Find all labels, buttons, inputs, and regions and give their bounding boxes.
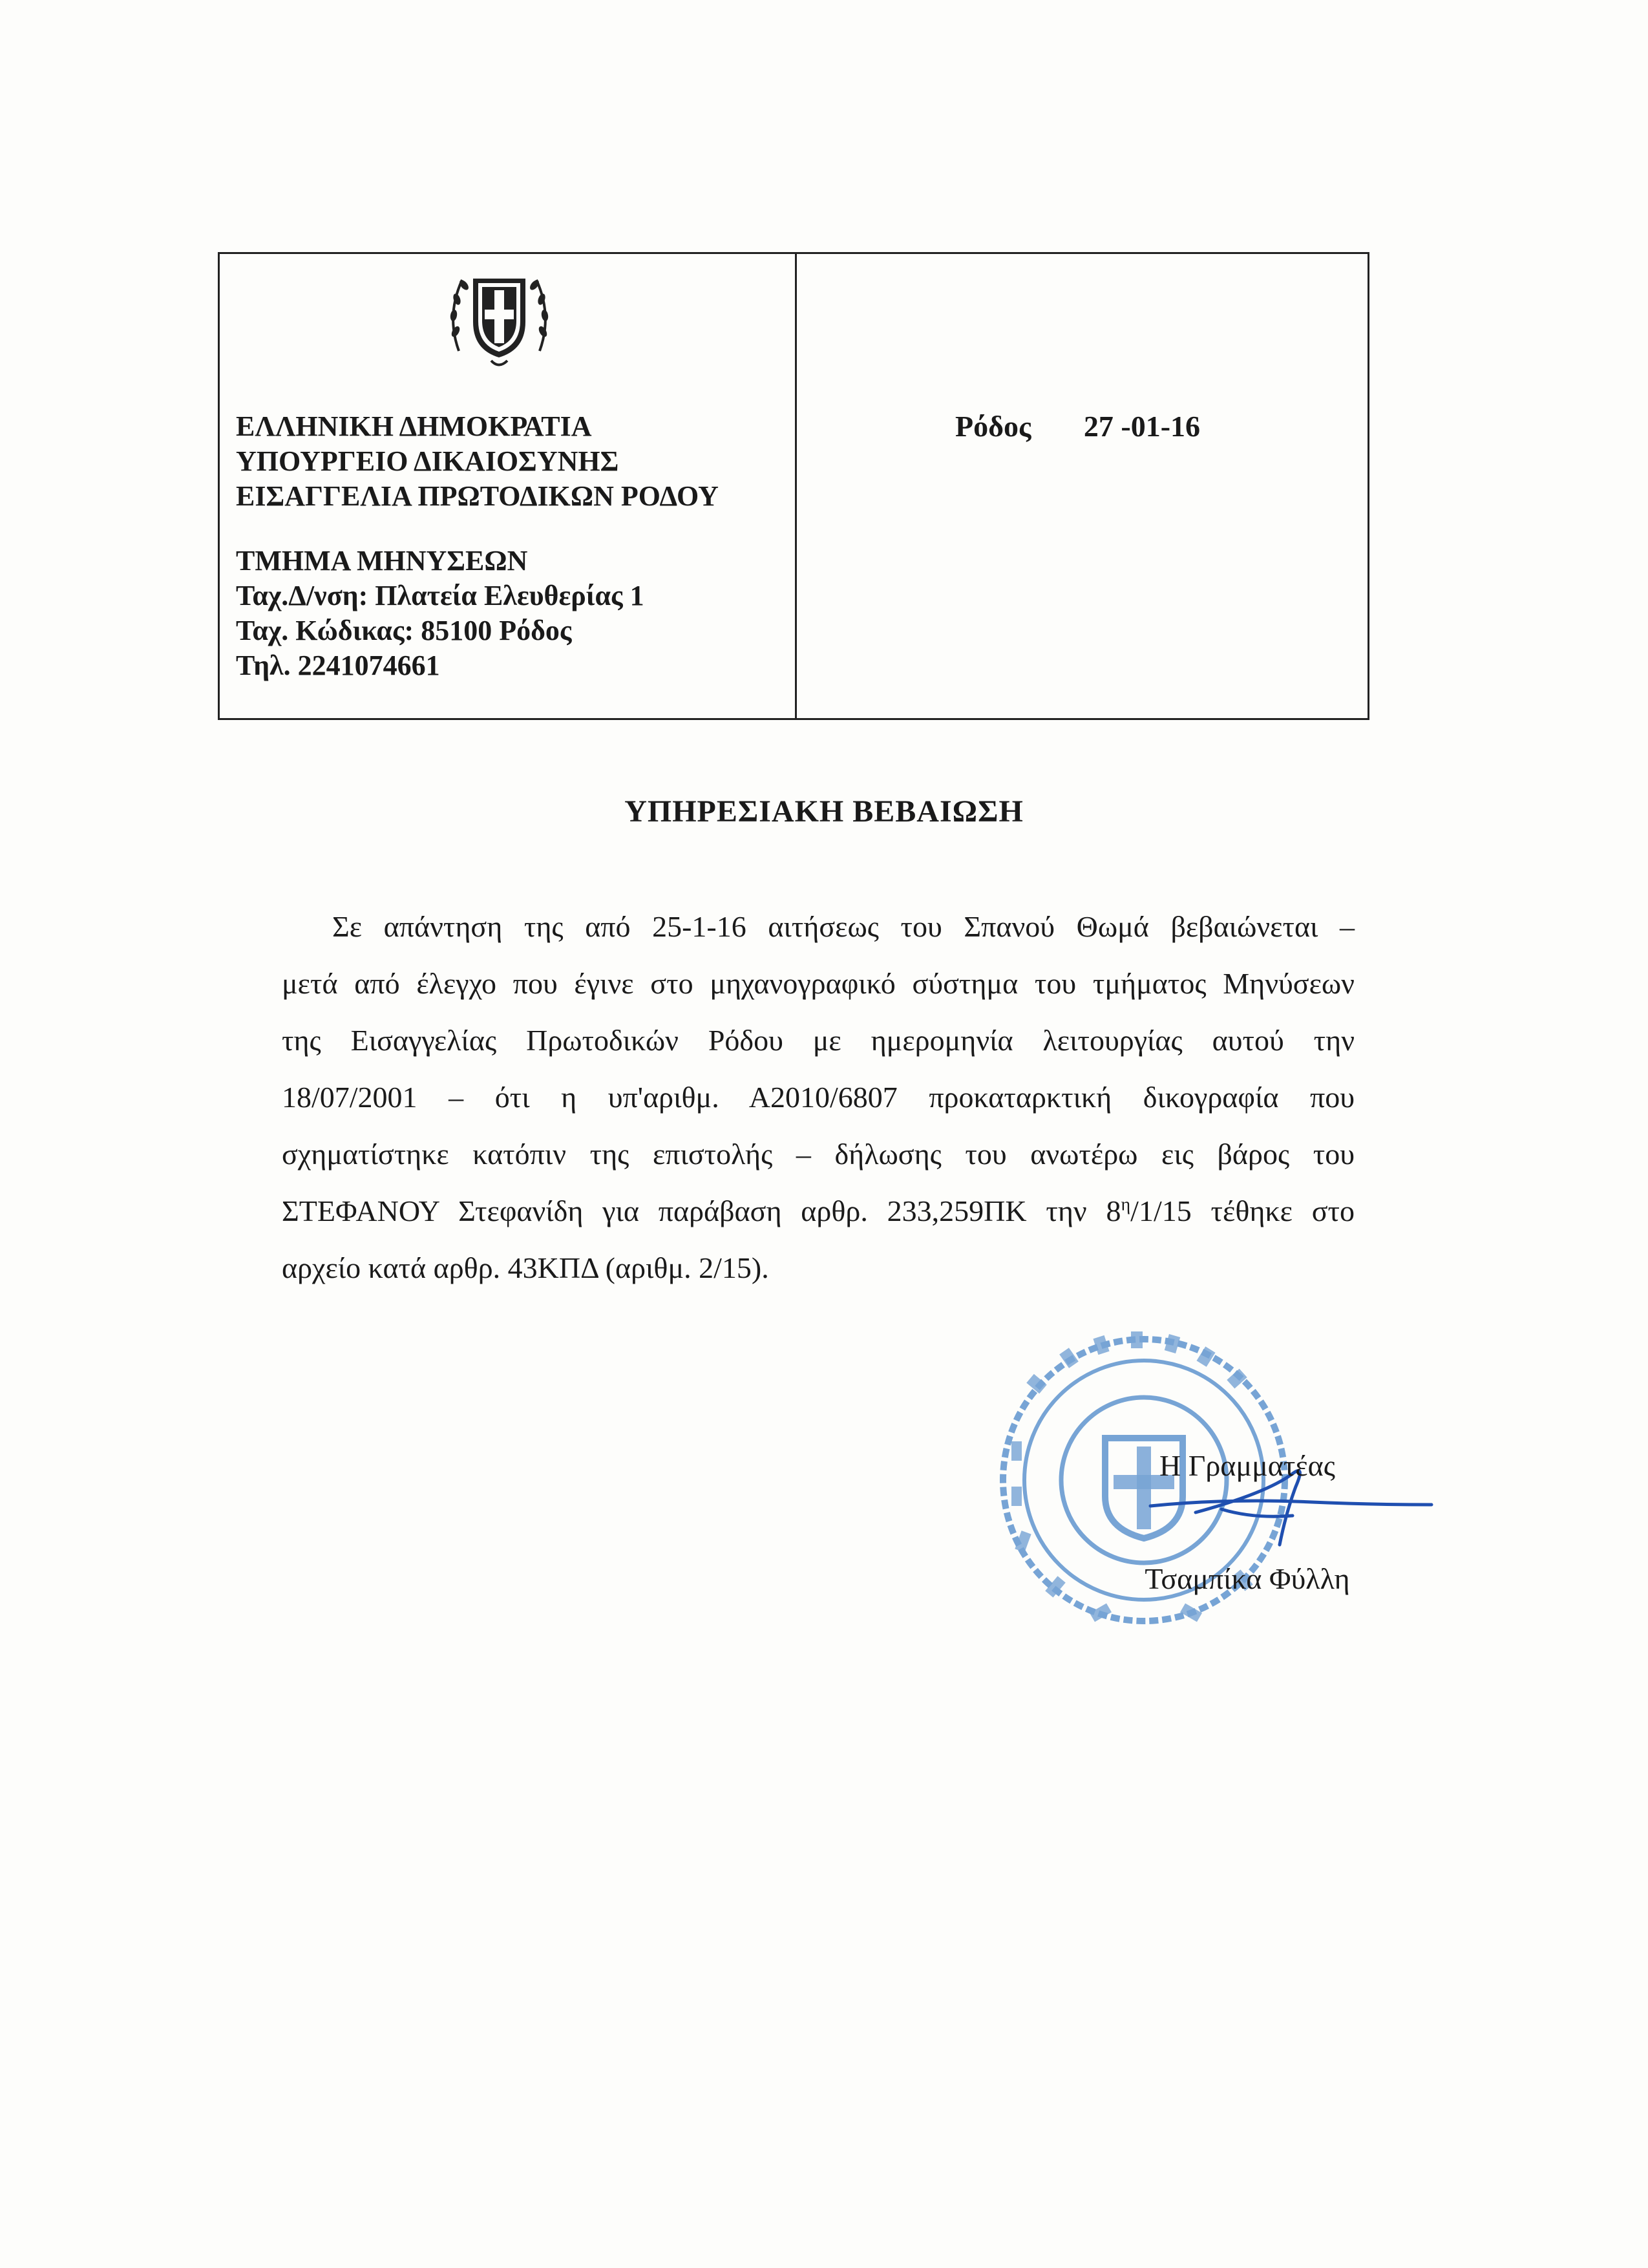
ordinal-superscript: η: [1121, 1194, 1131, 1215]
department-contact: [236, 544, 644, 683]
signatory-name: Τσαμπίκα Φύλλη: [1145, 1562, 1350, 1595]
date: 27 -01-16: [1083, 410, 1201, 443]
signature-block: [1125, 1409, 1370, 1635]
address-line: Ταχ.Δ/νση: Πλατεία Ελευθερίας 1: [236, 580, 644, 611]
department-line: ΤΜΗΜΑ ΜΗΝΥΣΕΩΝ: [236, 545, 528, 577]
body-line: αρχείο κατά αρθρ. 43ΚΠΔ (αριθμ. 2/15).: [282, 1251, 769, 1284]
authority-line: ΕΛΛΗΝΙΚΗ ΔΗΜΟΚΡΑΤΙΑ: [236, 410, 592, 442]
body-line: [282, 1183, 1355, 1240]
letterhead-right-cell: [797, 254, 1368, 718]
body-text-segment: ΣΤΕΦΑΝΟΥ Στεφανίδη για παράβαση αρθρ. 233,259ΠΚ την 8: [282, 1194, 1121, 1227]
authority-line: ΥΠΟΥΡΓΕΙΟ ΔΙΚΑΙΟΣΥΝΗΣ: [236, 445, 619, 477]
signatory-role: Η Γραμματέας: [1159, 1449, 1335, 1482]
phone-line: Τηλ. 2241074661: [236, 650, 440, 681]
place-and-date: [955, 409, 1200, 443]
body-text-segment: /1/15 τέθηκε στο: [1130, 1194, 1355, 1227]
body-line: μετά από έλεγχο που έγινε στο μηχανογραφικό σύστημα του τμήματος Μηνύσεων: [282, 967, 1355, 1000]
greek-coat-of-arms-icon: [439, 254, 559, 374]
letterhead-left-cell: [220, 254, 797, 718]
place: Ρόδος: [955, 410, 1031, 443]
document-title: ΥΠΗΡΕΣΙΑΚΗ ΒΕΒΑΙΩΣΗ: [624, 794, 1024, 829]
authority-line: ΕΙΣΑΓΓΕΛΙΑ ΠΡΩΤΟΔΙΚΩΝ ΡΟΔΟΥ: [236, 480, 719, 512]
body-line: σχηματίστηκε κατόπιν της επιστολής – δήλωσης του ανωτέρω εις βάρος του: [282, 1138, 1355, 1171]
certificate-body: [282, 898, 1355, 1297]
letterhead-box: [218, 252, 1369, 720]
issuing-authority: [236, 409, 719, 514]
body-line: Σε απάντηση της από 25-1-16 αιτήσεως του Σπανού Θωμά βεβαιώνεται –: [332, 910, 1355, 943]
body-line: 18/07/2001 – ότι η υπ'αριθμ. Α2010/6807 προκαταρκτική δικογραφία που: [282, 1081, 1355, 1114]
postcode-line: Ταχ. Κώδικας: 85100 Ρόδος: [236, 615, 572, 646]
body-line: της Εισαγγελίας Πρωτοδικών Ρόδου με ημερομηνία λειτουργίας αυτού την: [282, 1024, 1355, 1057]
